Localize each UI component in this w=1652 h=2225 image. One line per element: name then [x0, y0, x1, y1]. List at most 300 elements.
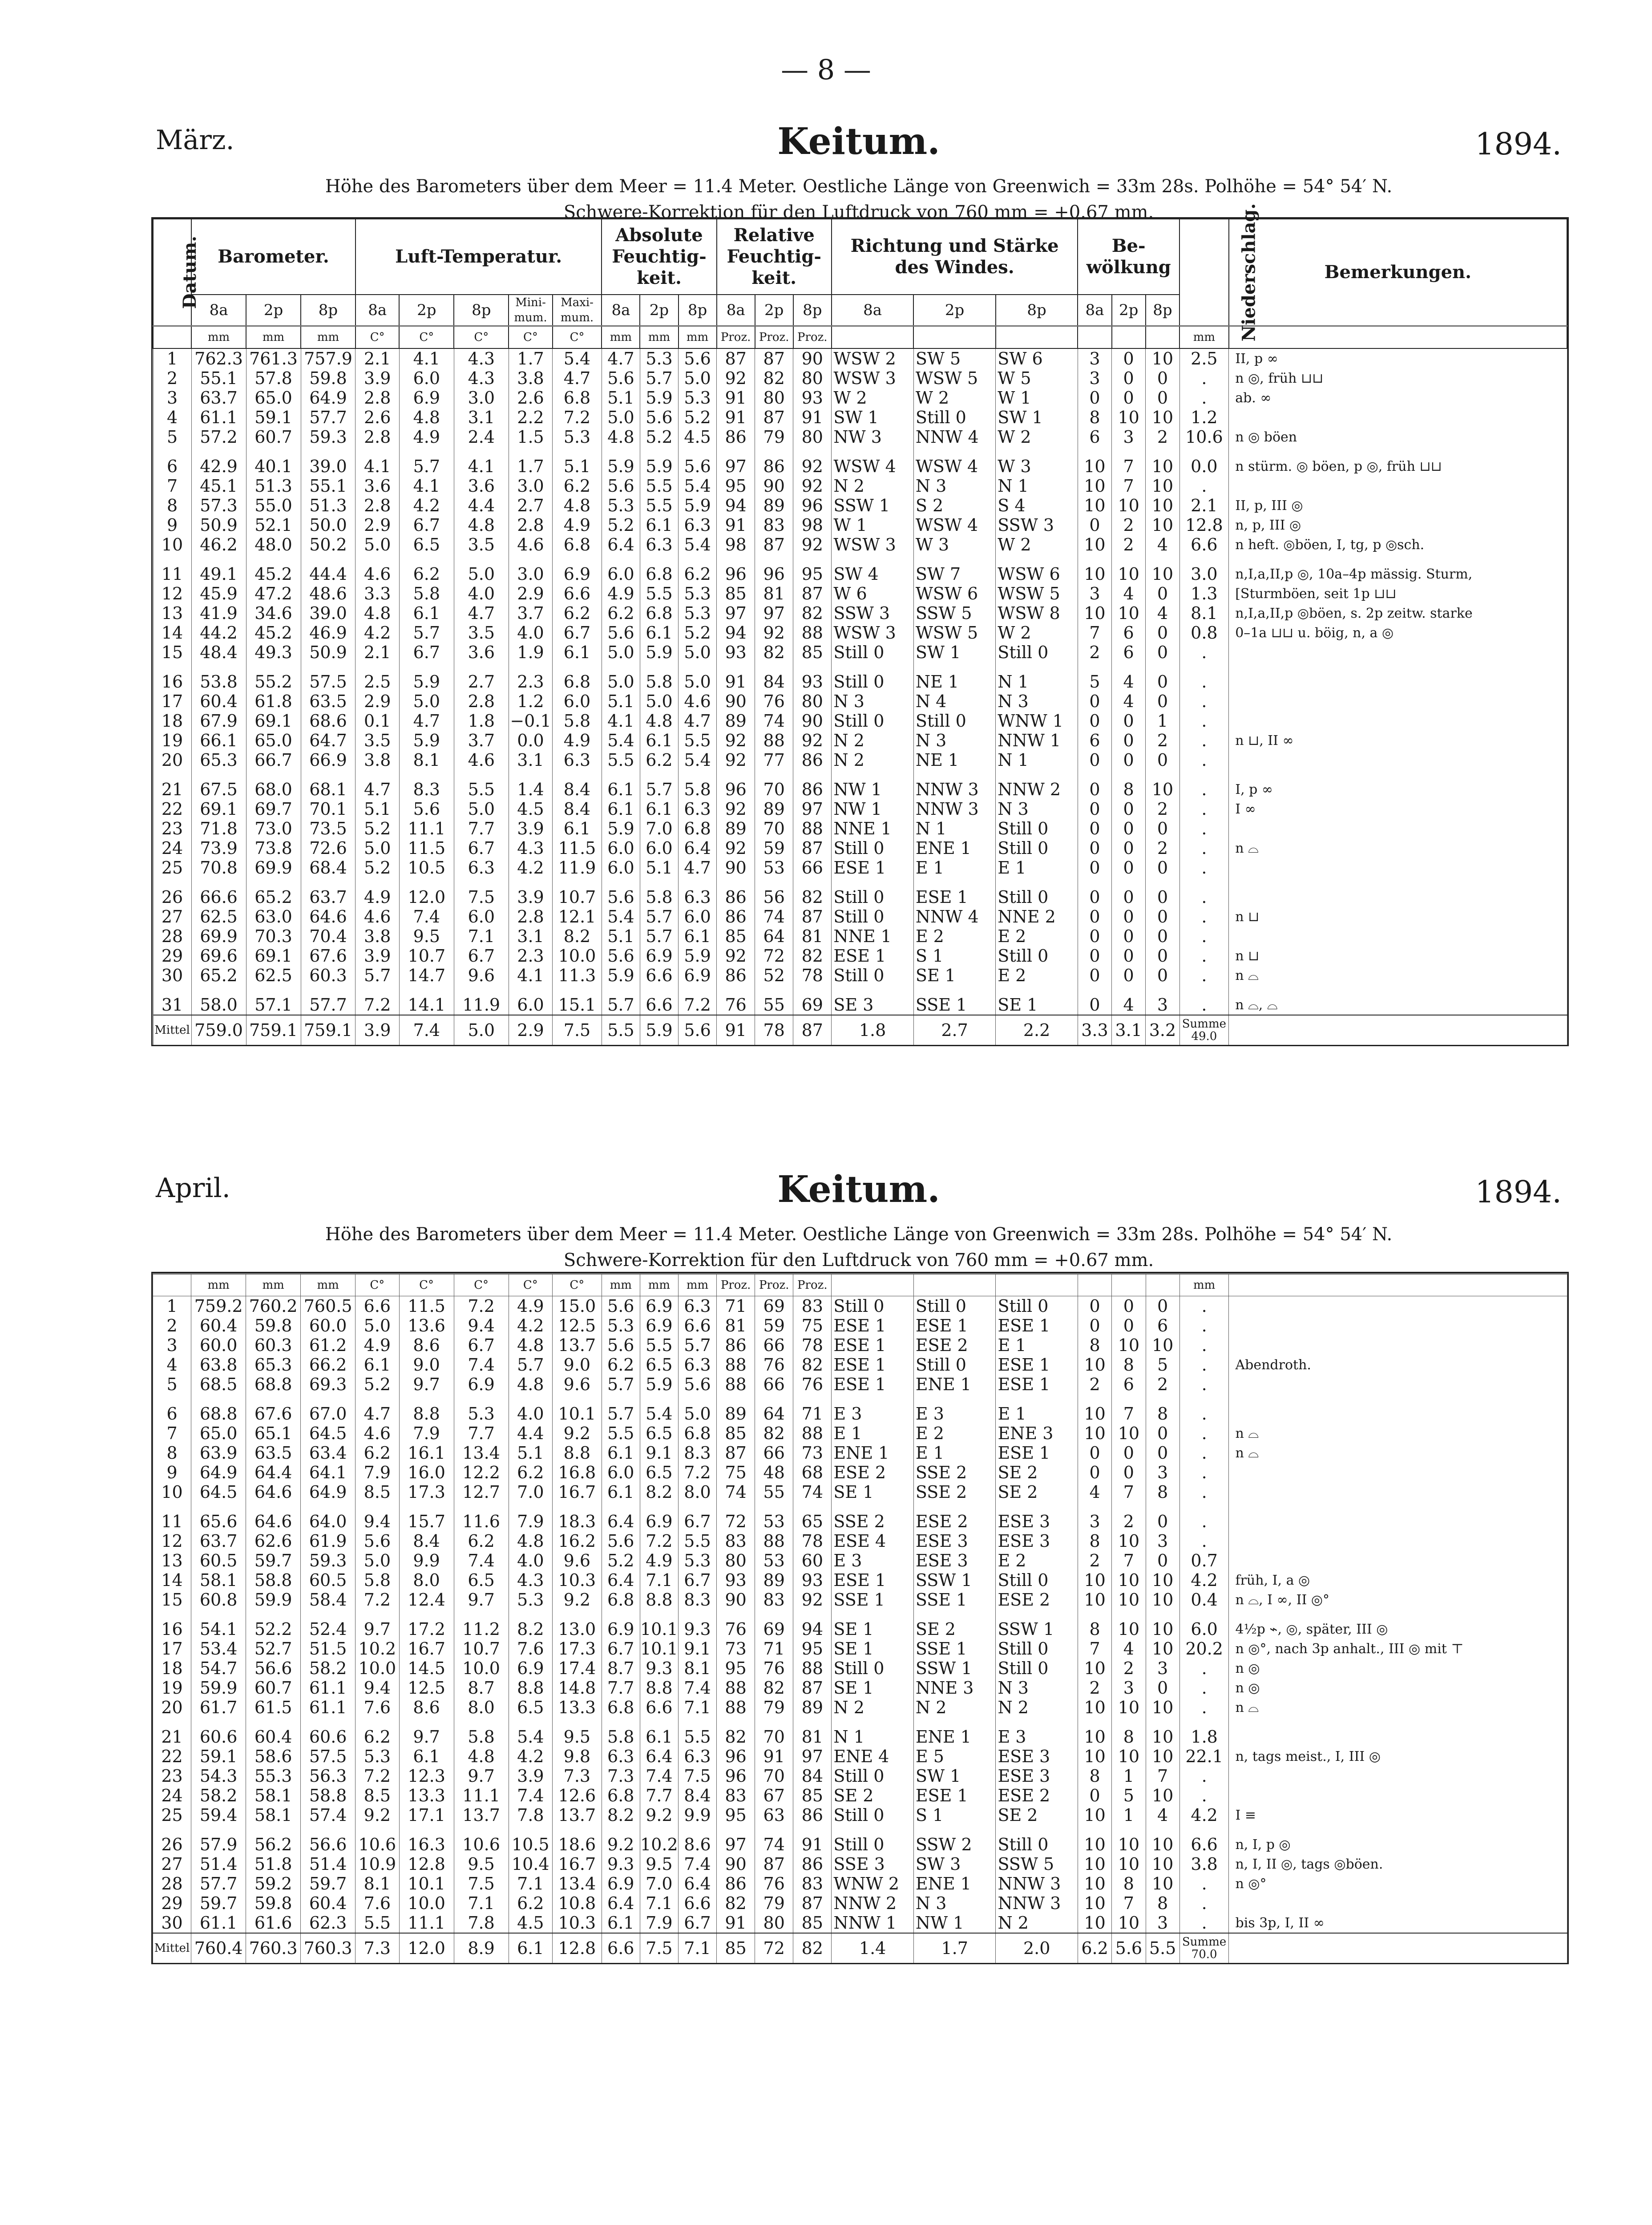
table-cell: 45.1 [191, 476, 246, 496]
table-cell: 69.9 [191, 926, 246, 946]
table-cell: 12.0 [399, 878, 454, 907]
table-cell: 5.7 [640, 926, 678, 946]
table-row [153, 926, 1567, 946]
table-cell: 10.0 [355, 1659, 399, 1678]
table-cell: 62.5 [246, 966, 301, 985]
remarks-cell: bis 3p, I, II ∞ [1229, 1913, 1567, 1933]
table-cell: 7.4 [640, 1766, 678, 1786]
table-cell: 82 [755, 643, 793, 662]
table-cell: 4.5 [679, 427, 717, 447]
mean-label: Mittel [153, 1933, 191, 1963]
table-cell: . [1179, 1355, 1229, 1375]
table-row [153, 858, 1567, 878]
table-cell: 7 [1078, 623, 1111, 643]
day-cell: 2 [153, 1316, 191, 1335]
table-cell: 57.9 [191, 1825, 246, 1854]
table-cell: 5.0 [679, 368, 717, 388]
table-cell: 5.4 [679, 750, 717, 770]
table-cell: 64.9 [191, 1463, 246, 1482]
table-cell: 54.1 [191, 1610, 246, 1639]
mean-cell: 7.1 [678, 1933, 716, 1963]
table-cell: 85 [717, 926, 755, 946]
table-cell: 8.3 [399, 770, 454, 799]
table-cell: 70 [755, 819, 793, 838]
table-cell: Still 0 [996, 946, 1078, 966]
table-cell: 0 [1112, 1316, 1146, 1335]
table-cell: 9.9 [399, 1551, 454, 1570]
table-cell: 5.6 [602, 623, 640, 643]
table-cell: E 1 [996, 858, 1078, 878]
table-cell: 86 [793, 1854, 832, 1874]
table-cell: 0 [1078, 907, 1111, 926]
table-cell: 0 [1112, 731, 1146, 750]
table-cell: ESE 1 [913, 1786, 996, 1805]
table-row [153, 447, 1567, 476]
table-cell: 5.3 [553, 427, 602, 447]
table-cell: SE 1 [996, 985, 1078, 1015]
table-cell: 7.9 [640, 1913, 678, 1933]
table-cell: 6.3 [678, 1355, 716, 1375]
table-cell: 0 [1146, 1296, 1179, 1316]
table-cell: 13.7 [553, 1805, 602, 1825]
table-cell: 3.8 [355, 926, 399, 946]
table-cell: 67.6 [246, 1394, 301, 1424]
table-cell: 5.5 [355, 1913, 399, 1933]
table-cell: 59.8 [246, 1893, 301, 1913]
table-cell: 10.2 [355, 1639, 399, 1659]
table-cell: 0 [1078, 1443, 1111, 1463]
table-cell: 3 [1146, 1659, 1179, 1678]
table-cell: 757.9 [301, 348, 355, 368]
table-cell: 92 [717, 946, 755, 966]
table-cell: 53.4 [191, 1639, 246, 1659]
mean-cell: 6.6 [602, 1933, 640, 1963]
table-cell: 4 [1112, 662, 1146, 692]
table-cell: 90 [793, 711, 832, 731]
table-cell: 2 [1112, 535, 1146, 554]
table-cell: 88 [793, 623, 832, 643]
table-cell: 5.4 [509, 1717, 552, 1747]
table-cell: 13.3 [399, 1786, 454, 1805]
table-cell: . [1179, 838, 1229, 858]
table-cell: Still 0 [996, 1570, 1078, 1590]
table-cell: 760.2 [246, 1296, 301, 1316]
table-cell: 0 [1146, 878, 1179, 907]
table-cell: 6.1 [553, 643, 602, 662]
table-cell: 6.8 [679, 819, 717, 838]
table-cell: 5.0 [679, 643, 717, 662]
table-cell: 9.7 [454, 1766, 509, 1786]
table-cell: 8.8 [509, 1678, 552, 1698]
table-cell: 6.7 [454, 838, 509, 858]
mean-cell [1229, 1015, 1567, 1045]
table-cell: Still 0 [913, 711, 995, 731]
table-cell: 6.3 [679, 878, 717, 907]
table-cell: 13.7 [553, 1335, 602, 1355]
table-cell: N 2 [832, 1698, 914, 1717]
table-cell: Still 0 [832, 1825, 914, 1854]
remarks-cell [1229, 1296, 1567, 1316]
table-cell: 3.1 [509, 926, 552, 946]
table-cell: 8.2 [602, 1805, 640, 1825]
table-cell: . [1179, 711, 1229, 731]
table-cell: . [1179, 1678, 1229, 1698]
table-cell: 6.9 [640, 946, 678, 966]
table-cell: SE 2 [996, 1463, 1078, 1482]
table-cell: 6.5 [640, 1424, 678, 1443]
table-cell: 2.5 [1179, 348, 1229, 368]
table-cell: Still 0 [832, 838, 913, 858]
table-cell: 52.2 [246, 1610, 301, 1639]
table-cell: 8.6 [399, 1335, 454, 1355]
table-cell: 51.3 [246, 476, 301, 496]
table-cell: W 5 [996, 368, 1078, 388]
day-cell: 30 [153, 966, 191, 985]
table-cell: 3.7 [509, 603, 552, 623]
table-cell: 5.7 [640, 368, 678, 388]
table-cell: 14.7 [399, 966, 454, 985]
april-body [153, 1296, 1567, 1963]
table-cell: 58.2 [191, 1786, 246, 1805]
table-cell: 5.4 [640, 1394, 678, 1424]
table-cell: 0 [1146, 368, 1179, 388]
table-cell: E 1 [996, 1335, 1078, 1355]
table-cell: 2 [1112, 515, 1146, 535]
table-cell: 66.6 [191, 878, 246, 907]
table-cell: 58.0 [191, 985, 246, 1015]
table-cell: ESE 3 [996, 1531, 1078, 1551]
day-cell: 20 [153, 750, 191, 770]
table-cell: 4.6 [355, 554, 399, 584]
table-cell: 66 [755, 1375, 793, 1394]
table-cell: 4 [1146, 1805, 1179, 1825]
table-cell: 5.0 [602, 662, 640, 692]
table-cell: 60 [793, 1551, 832, 1570]
table-cell: 5.0 [454, 799, 509, 819]
table-cell: 63.9 [191, 1443, 246, 1463]
table-cell: 10 [1078, 1825, 1111, 1854]
table-cell: WSW 5 [996, 584, 1078, 603]
table-cell: 0 [1146, 750, 1179, 770]
table-cell: 70.4 [301, 926, 355, 946]
table-cell: 1.3 [1179, 584, 1229, 603]
table-cell: 50.9 [301, 643, 355, 662]
table-cell: 2.9 [355, 692, 399, 711]
remarks-cell: I, p ∞ [1229, 770, 1567, 799]
table-cell: 6.7 [678, 1570, 716, 1590]
table-cell: 13.6 [399, 1316, 454, 1335]
remarks-cell [1229, 1766, 1567, 1786]
table-cell: 3 [1146, 985, 1179, 1015]
mean-row [153, 1933, 1567, 1963]
table-cell: . [1179, 946, 1229, 966]
table-cell: 9.2 [553, 1590, 602, 1610]
table-cell: 60.0 [301, 1316, 355, 1335]
table-cell: 86 [717, 427, 755, 447]
table-cell: 3.9 [355, 946, 399, 966]
table-cell: 7.6 [355, 1698, 399, 1717]
table-cell: 6.4 [678, 1874, 716, 1893]
table-cell: 6.3 [678, 1296, 716, 1316]
table-cell: N 2 [832, 731, 913, 750]
remarks-cell [1229, 711, 1567, 731]
table-cell: 2.8 [509, 907, 552, 926]
table-row [153, 388, 1567, 408]
table-cell: 4.8 [640, 711, 678, 731]
table-cell: 56.6 [246, 1659, 301, 1678]
table-cell: 6.3 [454, 858, 509, 878]
remarks-cell: n ◎ [1229, 1678, 1567, 1698]
table-cell: ESE 1 [832, 1335, 914, 1355]
table-cell: 4.4 [509, 1424, 552, 1443]
table-cell: Still 0 [832, 966, 913, 985]
sub-8p: 8p [301, 295, 355, 326]
month-title: März. [156, 125, 234, 156]
remarks-cell [1229, 476, 1567, 496]
table-cell: 9.2 [602, 1825, 640, 1854]
table-cell: 8.0 [399, 1570, 454, 1590]
unit-label: mm [602, 1274, 640, 1296]
table-cell: . [1179, 1531, 1229, 1551]
table-row [153, 427, 1567, 447]
table-cell: 18.3 [553, 1502, 602, 1531]
table-cell: 65.6 [191, 1502, 246, 1531]
table-cell: N 2 [913, 1698, 996, 1717]
table-cell: 6.5 [640, 1355, 678, 1375]
table-cell: 3.9 [509, 1766, 552, 1786]
table-cell: 8.7 [602, 1659, 640, 1678]
sub-8a: 8a [832, 295, 913, 326]
table-cell: 0 [1146, 907, 1179, 926]
day-cell: 20 [153, 1698, 191, 1717]
table-cell: 8.4 [553, 770, 602, 799]
sub-2p: 2p [1112, 295, 1146, 326]
col-niederschlag: Niederschlag. [1179, 219, 1229, 326]
table-cell: 5.7 [509, 1355, 552, 1375]
table-cell: N 3 [913, 1893, 996, 1913]
table-cell: 56.3 [301, 1766, 355, 1786]
unit-label: mm [602, 326, 640, 349]
table-cell: 8 [1112, 1717, 1146, 1747]
table-cell: 5.6 [355, 1531, 399, 1551]
table-cell: 4.9 [399, 427, 454, 447]
table-cell: 0 [1078, 1463, 1111, 1482]
table-cell: 76 [755, 1659, 793, 1678]
table-cell: 5.9 [640, 1375, 678, 1394]
table-cell: 7.7 [640, 1786, 678, 1805]
table-cell: 761.3 [246, 348, 301, 368]
table-cell: 2 [1112, 1659, 1146, 1678]
table-cell: 66 [793, 858, 832, 878]
table-cell: 17.3 [399, 1482, 454, 1502]
table-cell: 2 [1146, 838, 1179, 858]
table-cell: W 3 [996, 447, 1078, 476]
table-cell: 6.1 [355, 1355, 399, 1375]
table-row [153, 603, 1567, 623]
table-cell: 60.4 [191, 1316, 246, 1335]
table-cell: 87 [755, 348, 793, 368]
table-cell: 9.7 [399, 1717, 454, 1747]
table-cell: 60.3 [246, 1335, 301, 1355]
table-cell: 2.1 [355, 348, 399, 368]
remarks-cell [1229, 858, 1567, 878]
table-cell: 5.5 [640, 584, 678, 603]
table-cell: 6.1 [640, 1717, 678, 1747]
table-cell: 0 [1078, 946, 1111, 966]
table-cell: Still 0 [913, 408, 995, 427]
mean-cell [1229, 1933, 1567, 1963]
table-cell: ENE 4 [832, 1747, 914, 1766]
table-cell: 59.3 [301, 1551, 355, 1570]
table-cell: 83 [755, 1590, 793, 1610]
table-cell: 80 [793, 368, 832, 388]
remarks-cell [1229, 408, 1567, 427]
table-cell: ESE 1 [832, 858, 913, 878]
table-cell: 42.9 [191, 447, 246, 476]
table-row [153, 1766, 1567, 1786]
day-cell: 3 [153, 1335, 191, 1355]
table-cell: . [1179, 1296, 1229, 1316]
table-cell: 88 [793, 1424, 832, 1443]
table-cell: 15.0 [553, 1296, 602, 1316]
unit-label: mm [1179, 326, 1229, 349]
mean-label: Mittel [153, 1015, 191, 1045]
table-cell: 0 [1112, 966, 1146, 985]
table-cell: 4 [1112, 1639, 1146, 1659]
table-cell: NNE 1 [832, 819, 913, 838]
table-cell: 10 [1112, 603, 1146, 623]
table-cell: 62.5 [191, 907, 246, 926]
table-cell: 4.8 [454, 515, 509, 535]
table-cell: 73 [793, 1443, 832, 1463]
table-cell: 80 [793, 427, 832, 447]
table-cell: 65.0 [246, 388, 301, 408]
table-cell: 80 [755, 1913, 793, 1933]
table-cell: 59.9 [246, 1590, 301, 1610]
table-cell: SW 1 [913, 1766, 996, 1786]
remarks-cell [1229, 692, 1567, 711]
mean-cell: 7.4 [399, 1015, 454, 1045]
table-cell: 3.9 [355, 368, 399, 388]
table-cell: 0 [1112, 348, 1146, 368]
table-cell: 0 [1146, 926, 1179, 946]
table-row [153, 368, 1567, 388]
table-cell: 4.7 [679, 858, 717, 878]
mean-cell: 760.4 [191, 1933, 246, 1963]
table-cell: 5.2 [602, 1551, 640, 1570]
table-cell: 12.8 [399, 1854, 454, 1874]
table-cell: 3.5 [454, 535, 509, 554]
table-cell: 70.3 [246, 926, 301, 946]
table-cell: 1.7 [509, 348, 552, 368]
table-cell: 56.2 [246, 1825, 301, 1854]
table-cell: 13.4 [553, 1874, 602, 1893]
table-cell: WSW 6 [913, 584, 995, 603]
table-cell: 6.1 [602, 1913, 640, 1933]
table-cell: 3.0 [509, 476, 552, 496]
table-cell: 92 [793, 1590, 832, 1610]
day-cell: 27 [153, 1854, 191, 1874]
table-cell: 6.1 [679, 926, 717, 946]
table-cell: 87 [717, 1443, 755, 1463]
table-cell: 0 [1112, 1463, 1146, 1482]
day-cell: 8 [153, 496, 191, 515]
table-cell: 5.2 [602, 515, 640, 535]
unit-label: mm [679, 326, 717, 349]
table-cell: 73.0 [246, 819, 301, 838]
table-row [153, 1747, 1567, 1766]
table-cell: 2 [1078, 643, 1111, 662]
table-cell: 5.6 [602, 878, 640, 907]
table-cell: 61.5 [246, 1698, 301, 1717]
table-cell: 10 [1112, 1610, 1146, 1639]
table-cell: WSW 5 [913, 368, 995, 388]
table-cell: 8.8 [640, 1678, 678, 1698]
table-cell: 6.6 [640, 1698, 678, 1717]
table-cell: 2.8 [355, 388, 399, 408]
table-cell: 0 [1112, 1443, 1146, 1463]
table-cell: 54.3 [191, 1766, 246, 1786]
table-cell: 5.2 [355, 858, 399, 878]
unit-label: Proz. [717, 1274, 755, 1296]
table-cell: 6.1 [640, 623, 678, 643]
table-cell: ENE 3 [996, 1424, 1078, 1443]
table-cell: 60.8 [191, 1590, 246, 1610]
table-cell: 4.9 [602, 584, 640, 603]
table-cell: 76 [717, 985, 755, 1015]
table-cell: 58.8 [246, 1570, 301, 1590]
table-cell: 5.7 [678, 1335, 716, 1355]
day-cell: 10 [153, 1482, 191, 1502]
table-cell: 68.8 [246, 1375, 301, 1394]
mean-cell: 12.0 [399, 1933, 454, 1963]
table-cell: 54.7 [191, 1659, 246, 1678]
table-cell: 7 [1112, 1893, 1146, 1913]
table-row [153, 770, 1567, 799]
table-cell: 10.6 [454, 1825, 509, 1854]
table-cell: 85 [717, 1424, 755, 1443]
col-abs-feucht: Absolute Feuchtig-keit. [602, 219, 716, 295]
table-cell: . [1179, 819, 1229, 838]
table-cell: 4.8 [509, 1335, 552, 1355]
day-cell: 7 [153, 1424, 191, 1443]
day-cell: 11 [153, 554, 191, 584]
table-cell: WSW 5 [913, 623, 995, 643]
table-cell: 10 [1078, 554, 1111, 584]
day-cell: 25 [153, 858, 191, 878]
table-cell: 7.5 [678, 1766, 716, 1786]
table-cell: 6.6 [678, 1316, 716, 1335]
table-cell: 2.6 [509, 388, 552, 408]
table-cell: SSW 3 [996, 515, 1078, 535]
table-cell: 8 [1112, 1874, 1146, 1893]
table-cell: 4.1 [399, 348, 454, 368]
table-cell: WSW 4 [832, 447, 913, 476]
table-cell: ESE 4 [832, 1531, 914, 1551]
table-cell: 45.9 [191, 584, 246, 603]
table-cell: . [1179, 750, 1229, 770]
table-cell: 69.3 [301, 1375, 355, 1394]
table-cell: NE 1 [913, 662, 995, 692]
table-cell: 87 [793, 1678, 832, 1698]
table-cell: 4.2 [1179, 1805, 1229, 1825]
table-cell: 6.2 [679, 554, 717, 584]
table-cell: 64.6 [301, 907, 355, 926]
table-cell: 87 [793, 838, 832, 858]
table-cell: SE 2 [996, 1805, 1078, 1825]
table-cell: 2.8 [355, 427, 399, 447]
remarks-cell: n ⌓, I ∞, II ◎° [1229, 1590, 1567, 1610]
